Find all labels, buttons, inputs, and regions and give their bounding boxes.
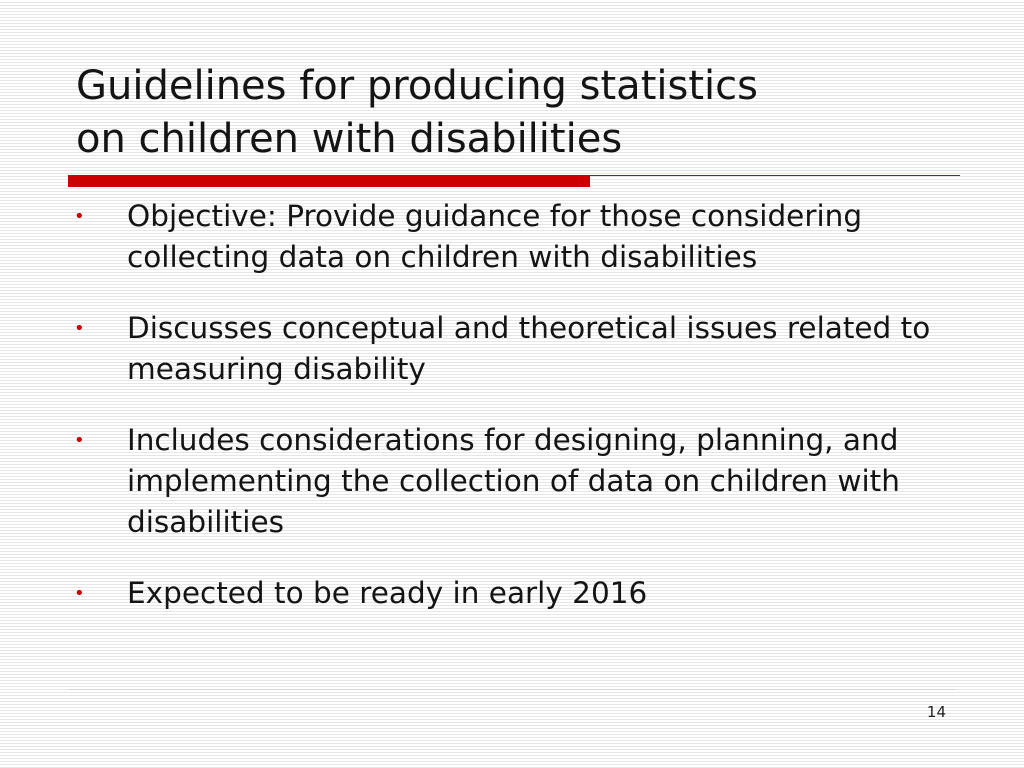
bullet-text: Objective: Provide guidance for those considering collecting data on children with disabilities — [127, 199, 863, 274]
bullet-text: Expected to be ready in early 2016 — [127, 576, 648, 610]
page-number: 14 — [926, 703, 946, 721]
slide-title — [76, 60, 956, 166]
bullet-icon: • — [74, 583, 85, 604]
bullet-icon: • — [74, 206, 85, 227]
bullet-text: Includes considerations for designing, planning, and implementing the collection of data on children with disabilities — [127, 423, 900, 539]
bullet-icon: • — [74, 318, 85, 339]
slide-title-line-1: Guidelines for producing statistics — [76, 63, 758, 109]
bullet-item-issues — [0, 308, 967, 390]
slide-title-line-2: on children with disabilities — [76, 116, 623, 162]
bullet-item-timeline — [0, 573, 967, 614]
bullet-text: Discusses conceptual and theoretical issues related to measuring disability — [127, 311, 931, 386]
bullet-item-considerations — [0, 420, 967, 543]
title-accent-line — [590, 175, 960, 176]
bullet-icon: • — [74, 430, 85, 451]
bullet-list — [0, 196, 1024, 644]
footer-divider — [68, 689, 956, 690]
bullet-item-objective — [0, 196, 967, 278]
title-accent-bar — [68, 175, 590, 187]
